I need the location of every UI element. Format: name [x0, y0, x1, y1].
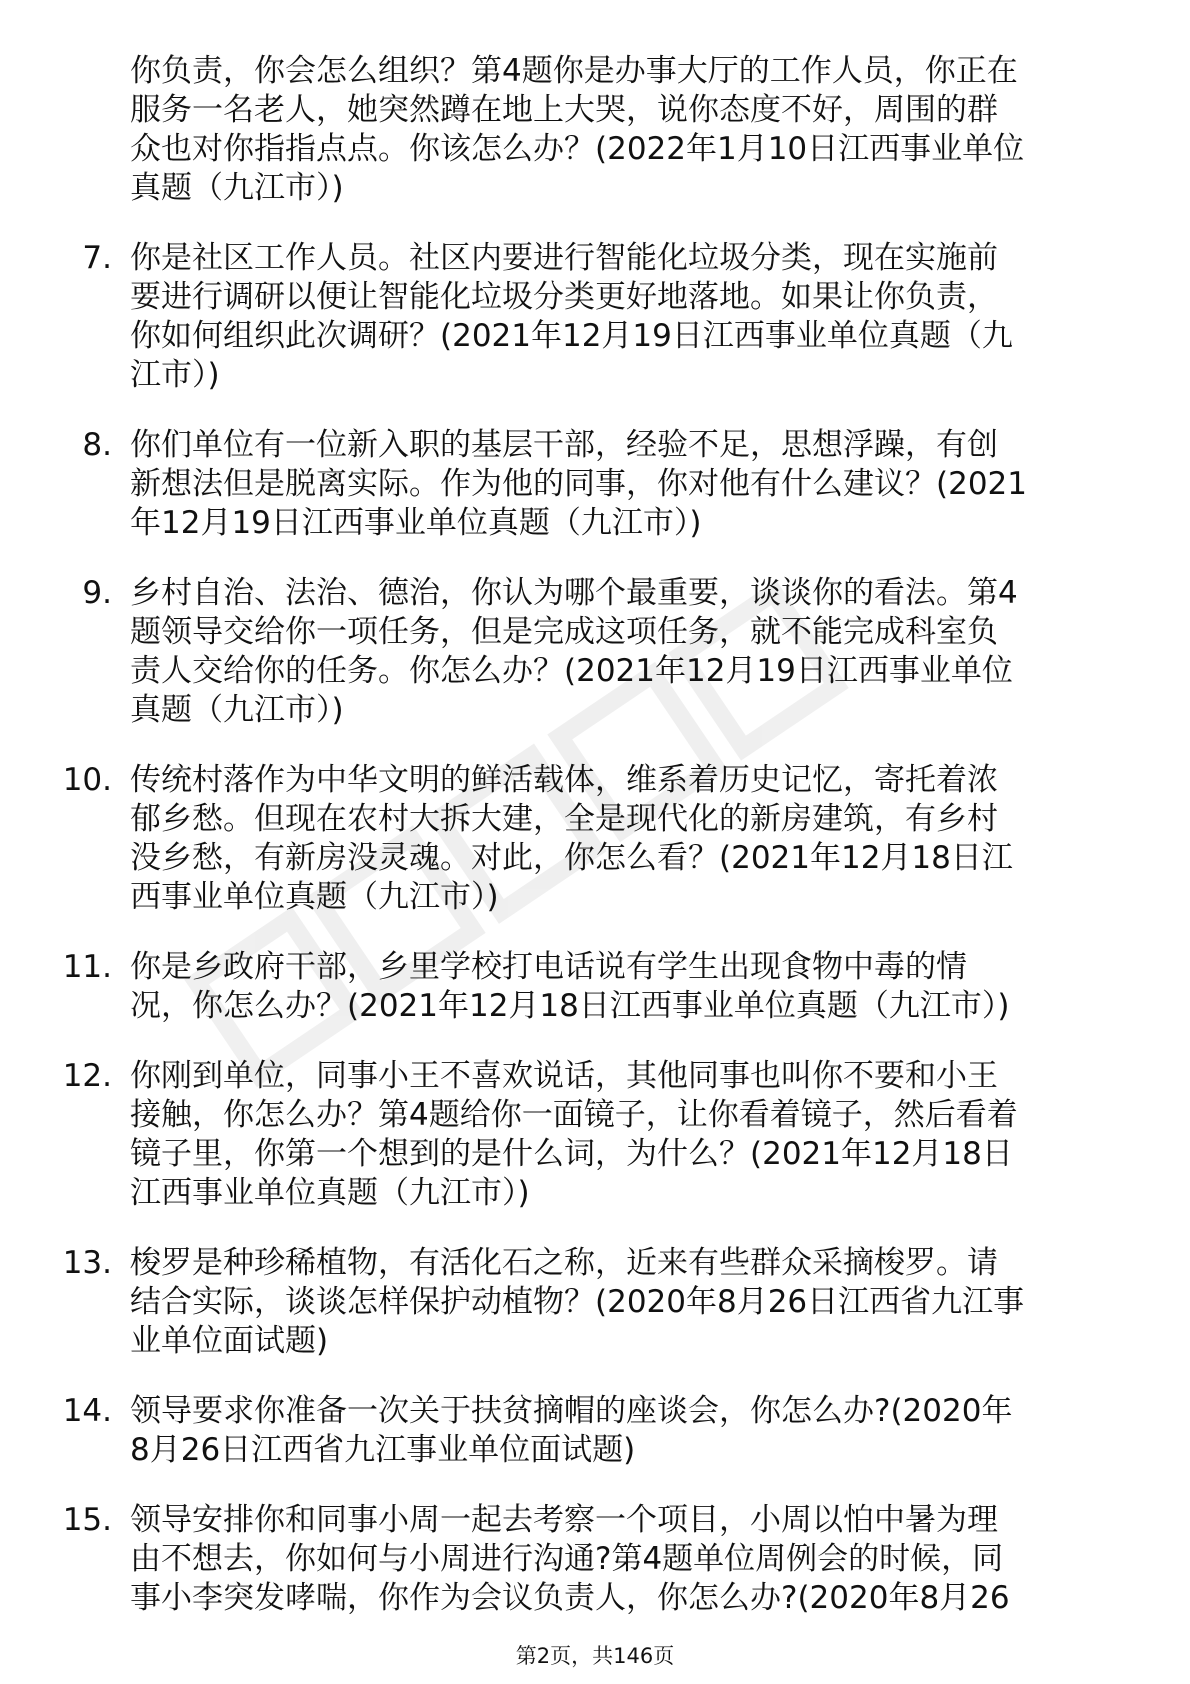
continued-question-text: 你负责，你会怎么组织？第4题你是办事大厅的工作人员，你正在 服务一名老人，她突然蹲在地上大哭，说你态度不好，周围的群 众也对你指指点点。你该怎么办？(2022年1月10日江西事业单位 真题（九江市）): [130, 53, 1025, 206]
question-text: 你是社区工作人员。社区内要进行智能化垃圾分类，现在实施前 要进行调研以便让智能化垃圾分类更好地落地。如果让你负责， 你如何组织此次调研？(2021年12月19日江西事业单位真题（九 江市）): [130, 240, 1013, 393]
question-list: [60, 52, 1130, 1649]
question-item: [60, 1501, 1130, 1618]
question-text: 梭罗是种珍稀植物，有活化石之称，近来有些群众采摘梭罗。请 结合实际，谈谈怎样保护动植物？(2020年8月26日江西省九江事 业单位面试题): [130, 1245, 1025, 1359]
question-number: 7.: [82, 240, 112, 276]
question-text: 你们单位有一位新入职的基层干部，经验不足，思想浮躁，有创 新想法但是脱离实际。作为他的同事，你对他有什么建议？(2021 年12月19日江西事业单位真题（九江市）): [130, 427, 1027, 541]
question-item: [60, 948, 1130, 1026]
question-text: 你刚到单位，同事小王不喜欢说话，其他同事也叫你不要和小王 接触，你怎么办？第4题给你一面镜子，让你看着镜子，然后看着 镜子里，你第一个想到的是什么词，为什么？(2021年12月18日 江西事业单位真题（九江市）): [130, 1058, 1018, 1211]
question-item: [60, 1057, 1130, 1213]
page-footer: 第2页，共146页: [515, 1644, 675, 1668]
question-number: 11.: [62, 949, 112, 985]
question-text: 你是乡政府干部，乡里学校打电话说有学生出现食物中毒的情 况，你怎么办？(2021年12月18日江西事业单位真题（九江市）): [130, 949, 1010, 1024]
question-number: 13.: [62, 1245, 112, 1281]
question-number: 10.: [62, 762, 112, 798]
question-number: 12.: [62, 1058, 112, 1094]
question-number: 8.: [82, 427, 112, 463]
question-item: [60, 1392, 1130, 1470]
question-text: 领导安排你和同事小周一起去考察一个项目，小周以怕中暑为理 由不想去，你如何与小周进行沟通?第4题单位周例会的时候，同 事小李突发哮喘，你作为会议负责人，你怎么办?(2020年8月26: [130, 1502, 1010, 1616]
question-text: 传统村落作为中华文明的鲜活载体，维系着历史记忆，寄托着浓 郁乡愁。但现在农村大拆大建，全是现代化的新房建筑，有乡村 没乡愁，有新房没灵魂。对此，你怎么看？(2021年12月18日江 西事业单位真题（九江市）): [130, 762, 1013, 915]
question-number: 9.: [82, 575, 112, 611]
question-item: [60, 239, 1130, 395]
question-item: [60, 574, 1130, 730]
question-item: [60, 761, 1130, 917]
question-item: [60, 426, 1130, 543]
question-number: 15.: [62, 1502, 112, 1538]
question-text: 领导要求你准备一次关于扶贫摘帽的座谈会，你怎么办?(2020年 8月26日江西省九江事业单位面试题): [130, 1393, 1013, 1468]
question-text: 乡村自治、法治、德治，你认为哪个最重要，谈谈你的看法。第4 题领导交给你一项任务，但是完成这项任务，就不能完成科室负 责人交给你的任务。你怎么办？(2021年12月19日江西事业单位 真题（九江市）): [130, 575, 1018, 728]
question-number: 14.: [62, 1393, 112, 1429]
question-item: [60, 1244, 1130, 1361]
